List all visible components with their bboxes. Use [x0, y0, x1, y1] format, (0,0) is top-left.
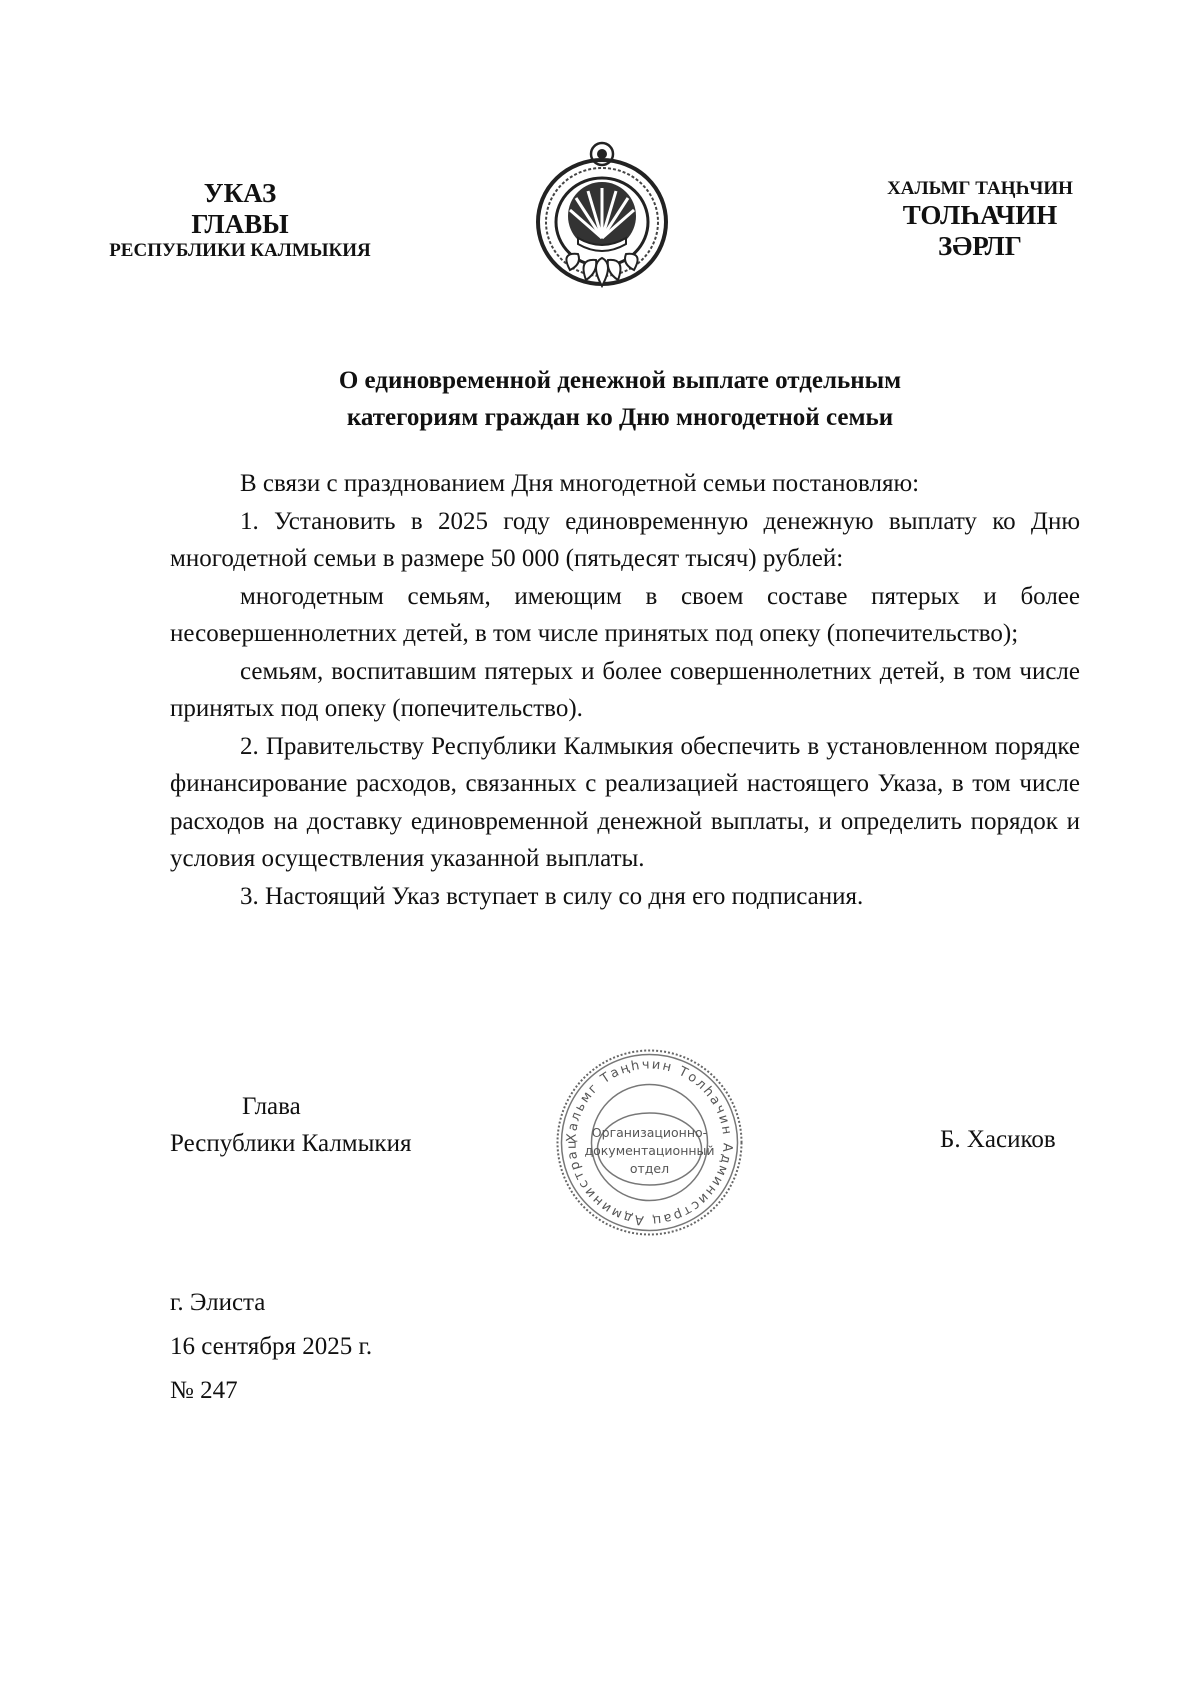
header-right	[830, 178, 1130, 262]
header-left-line2: ГЛАВЫ	[191, 209, 289, 240]
header-left-line1: УКАЗ	[203, 178, 277, 208]
seal-inner-line1: Организационно-	[591, 1125, 708, 1140]
header-left-line3: РЕСПУБЛИКИ КАЛМЫКИЯ	[109, 240, 371, 262]
body-paragraph-item2: 2. Правительству Республики Калмыкия обеспечить в установленном порядке финансирование расходов, связанных с реализацией настоящего Указа, в том числе расходов на доставку единовременной денежной выплаты, и определить порядок и условия осуществления указанной выплаты.	[170, 732, 1080, 872]
official-seal	[552, 1045, 747, 1240]
footer-date: 16 сентября 2025 г.	[170, 1333, 373, 1360]
document-footer	[170, 1290, 372, 1422]
body-paragraph-item1: 1. Установить в 2025 году единовременную денежную выплату ко Дню многодетной семьи в размере 50 000 (пятьдесят тысяч) рублей:	[170, 507, 1080, 572]
header-right-line1: ХАЛЬМГ ТАҢҺЧИН	[887, 178, 1073, 199]
document-body	[170, 465, 1080, 915]
header-right-line3: ЗӘРЛГ	[938, 230, 1022, 261]
footer-number: № 247	[170, 1377, 238, 1404]
seal-inner-line3: отдел	[629, 1161, 670, 1176]
signature-position-line2: Республики Калмыкия	[170, 1130, 412, 1157]
footer-city: г. Элиста	[170, 1289, 266, 1316]
header-left	[80, 178, 400, 262]
body-paragraph-subitem2: семьям, воспитавшим пятерых и более совершеннолетних детей, в том числе принятых под опеку (попечительство).	[170, 657, 1080, 722]
title-line1: О единовременной денежной выплате отдельным	[338, 367, 902, 394]
signature-position	[170, 1088, 411, 1162]
signature-position-line1: Глава	[242, 1093, 301, 1120]
signatory-name: Б. Хасиков	[940, 1126, 1056, 1153]
body-paragraph-intro: В связи с празднованием Дня многодетной семьи постановляю:	[240, 470, 920, 497]
seal-inner-line2: документационный	[584, 1143, 715, 1158]
kalmykia-coat-of-arms-icon	[530, 140, 675, 300]
document-title	[160, 362, 1080, 436]
title-line2: категориям граждан ко Дню многодетной семьи	[346, 404, 894, 431]
body-paragraph-subitem1: многодетным семьям, имеющим в своем составе пятерых и более несовершеннолетних детей, в том числе принятых под опеку (попечительство);	[170, 582, 1080, 647]
header-right-line2: ТОЛҺАЧИН	[902, 199, 1058, 230]
seal-outer-text: Хальмг Таңһчин Толһачин Администрац Администрац	[564, 1057, 735, 1228]
body-paragraph-item3: 3. Настоящий Указ вступает в силу со дня его подписания.	[240, 882, 864, 910]
